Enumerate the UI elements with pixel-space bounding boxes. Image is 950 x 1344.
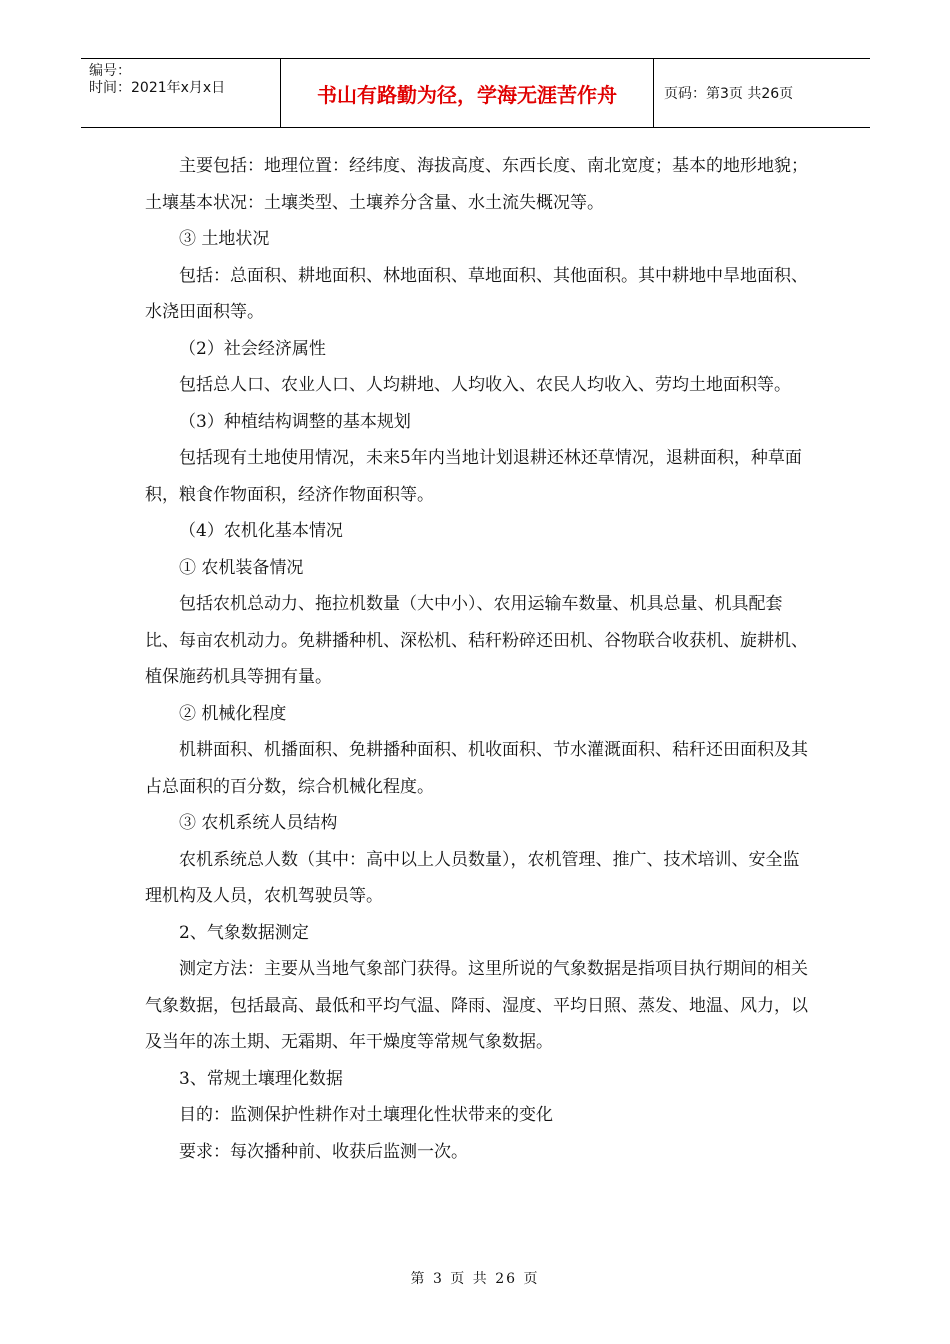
- paragraph: 主要包括：地理位置：经纬度、海拔高度、东西长度、南北宽度；基本的地形地貌；土壤基本状况：土壤类型、土壤养分含量、水土流失概况等。: [145, 156, 808, 213]
- paragraph: 包括农机总动力、拖拉机数量（大中小）、农用运输车数量、机具总量、机具配套比、每亩农机动力。免耕播种机、深松机、秸秆粉碎还田机、谷物联合收获机、旋耕机、植保施药机具等拥有量。: [145, 594, 808, 687]
- paragraph: 2、气象数据测定: [179, 922, 309, 943]
- paragraph: （2）社会经济属性: [179, 338, 326, 359]
- page-footer: 第 3 页 共 26 页: [410, 1271, 540, 1287]
- header-motto: 书山有路勤为径，学海无涯苦作舟: [281, 59, 654, 127]
- paragraph: （3）种植结构调整的基本规划: [179, 411, 411, 432]
- paragraph: 要求：每次播种前、收获后监测一次。: [179, 1141, 468, 1162]
- paragraph: ③ 农机系统人员结构: [179, 813, 338, 833]
- serial-label: 编号：: [89, 63, 131, 79]
- paragraph: 机耕面积、机播面积、免耕播种面积、机收面积、节水灌溉面积、秸秆还田面积及其占总面积的百分数，综合机械化程度。: [145, 740, 808, 797]
- paragraph: 农机系统总人数（其中：高中以上人员数量），农机管理、推广、技术培训、安全监理机构及人员，农机驾驶员等。: [145, 849, 800, 906]
- paragraph: 目的：监测保护性耕作对土壤理化性状带来的变化: [179, 1105, 553, 1125]
- paragraph: 3、常规土壤理化数据: [179, 1068, 343, 1089]
- paragraph: 包括总人口、农业人口、人均耕地、人均收入、农民人均收入、劳均土地面积等。: [179, 375, 791, 395]
- date-label: 时间：2021年x月x日: [89, 80, 226, 96]
- paragraph: ③ 土地状况: [179, 229, 270, 249]
- paragraph: 测定方法：主要从当地气象部门获得。这里所说的气象数据是指项目执行期间的相关气象数据，包括最高、最低和平均气温、降雨、湿度、平均日照、蒸发、地温、风力，以及当年的冻土期、无霜期、年干燥度等常规气象数据。: [145, 959, 808, 1052]
- paragraph: 包括：总面积、耕地面积、林地面积、草地面积、其他面积。其中耕地中旱地面积、水浇田面积等。: [145, 265, 808, 322]
- paragraph: ① 农机装备情况: [179, 557, 304, 578]
- paragraph: 包括现有土地使用情况，未来5年内当地计划退耕还林还草情况，退耕面积，种草面积，粮食作物面积，经济作物面积等。: [145, 448, 802, 505]
- page-header: [81, 58, 870, 128]
- paragraph: ② 机械化程度: [179, 703, 287, 724]
- document-body: [145, 148, 810, 1170]
- header-meta: [81, 59, 281, 127]
- paragraph: （4）农机化基本情况: [179, 521, 343, 541]
- header-page-info: 页码：第3页 共26页: [664, 86, 794, 102]
